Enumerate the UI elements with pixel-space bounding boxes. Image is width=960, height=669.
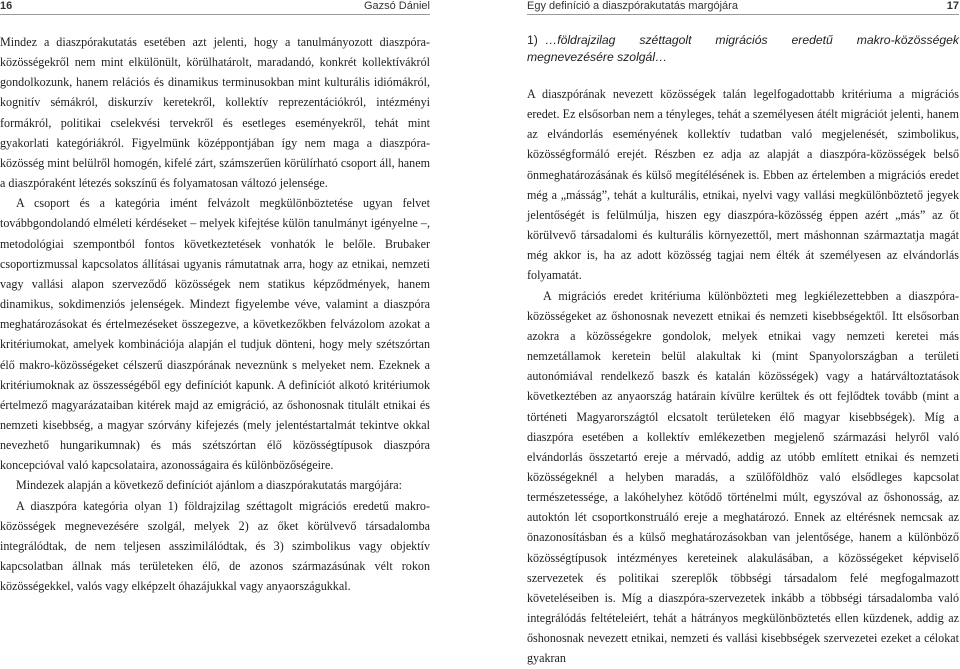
running-head: Egy definíció a diaszpórakutatás margójára	[527, 0, 738, 12]
right-column	[527, 32, 959, 669]
paragraph: Mindezek alapján a következő definíciót ajánlom a diaszpórakutatás margójára:	[16, 478, 402, 493]
header-rule	[0, 14, 430, 15]
page-number: 16	[0, 0, 13, 12]
header-rule	[527, 14, 959, 15]
paragraph: A diaszpórának nevezett közösségek talán legelfogadottabb kritériuma a migrációs eredet. Ez elsősorban nem a tényleges, tehát a személyesen átélt migrációt jelenti, hanem az elvándorlás eseményének kollektív tudatban való megjelenését, szimbolikus, közösségformáló erejét. Részben ez adja az alapját a diaszpóra-közösségek belső önmeghatározásának és külső megítélésének is. Ebben az értelemben a migrációs eredet még a „másság”, tehát a kulturális, etnikai, nyelvi vagy vallási megkülönböztető jegyek jelentőségét is felülmúlja, hiszen egy diaszpóra-közösség éppen azért „más” az őt körülvevő társadalomi és kulturális környezettől, mert máshonnan származtatja magát még akkor is, ha az adott közösség tagjai nem élték át személyesen az elvándorlás folyamatát.	[527, 87, 959, 283]
paragraph: Mindez a diaszpórakutatás esetében azt jelenti, hogy a tanulmányozott diaszpóra-közösségekről nem mint elkülönült, körülhatárolt, maradandó, konkrét kollektívákról gondolkozunk, hanem relációs és dinamikus terminusokban mint kulturális idiómákról, kognitív sémákról, diskurzív keretekről, kollektív reprezentációkról, intézményi formákról, politikai cselekvési tervekről és esetleges eseményekről, tehát mint gyakorlati kategóriákról. Figyelmünk középpontjában így nem maga a diaszpóra-közösség mint belülről homogén, kifelé zárt, számszerűen körülírható csoport áll, hanem a diaszpóraként létezés sokszínű és folyamatosan változó jelensége.	[0, 35, 430, 191]
paragraph: A csoport és a kategória imént felvázolt megkülönböztetése ugyan felvet továbbgondolandó elméleti kérdéseket – melyek kifejtése külön tanulmányt igényelne –, metodológiai szempontból fontos következtetések vonhatók le belőle. Brubaker csoportizmussal kapcsolatos állításai ugyanis rámutatnak arra, hogy az etnikai, nemzeti vagy vallási alapon szerveződő közösségek nem statikus képződmények, hanem dinamikus, sokdimenziós jelenségek. Mindezt figyelembe véve, valamint a diaszpóra meghatározásokat és értelmezéseket összegezve, a következőkben felvázolom azokat a kritériumokat, amelyek kombinációja alapján el tudjuk dönteni, hogy mely szétszórtan élő makro-közösségeket célszerű diaszpórának neveznünk s melyeket nem. Ezeknek a kritériumoknak az összességéből egy definíciót kapunk. A definíciót alkotó kritériumok értelmező magyarázataiban kitérek majd az emigráció, az őshonosnak titulált etnikai és nemzeti kisebbség, a magyar szórvány kifejezés (mely jelentéstartalmát tekintve okkal nevezhető hungarikumnak) és más szétszórtan élő közösségtípusok diaszpóra koncepcióval való kapcsolataira, azonosságaira és különbözőségeire.	[0, 196, 430, 473]
paragraph: A migrációs eredet kritériuma különbözteti meg legkiélezettebben a diaszpóra-közösségeket az őshonosnak nevezett etnikai és nemzeti kisebbségektől. Itt elsősorban azokra a közösségekre gondolok, melyek etnikai vagy nemzeti keretei más nemzetállamok keretein belül alakultak ki (mint Spanyolországban a területi autonómiával rendelkező baszk és katalán közösségek) vagy a határváltoztatások következtében az anyaország határain kívülre kerültek és ott fejlődtek tovább (mint a történeti Magyarországtól elcsatolt területeken élő magyar kisebbségek). Míg a diaszpóra esetében a kollektív emlékezetben megjelenő származási helyről való elvándorlás összetartó ereje a mérvadó, addig az utóbb említett etnikai és nemzeti közösségeknél a helyben maradás, a szülőföldhöz való elsődleges kapcsolat természetessége, a lakóhelyhez kötődő történelmi múlt, egyszóval az őshonosság, az autoktón lét csoportkonstruáló ereje a meghatározó. Ennek az eltérésnek nemcsak az önazonosításban és a külső meghatározásokban van jelentősége, hanem a különböző közösségtípusok intézményes kereteinek alakulásában, a közösségeket képviselő szervezetek és politikai szereplők többségi társadalom felé megfogalmazott követeléseiben is. Míg a diaszpóra-szervezetek inkább a többségi társadalomba való integrálódás feltételeiért, tehát a hátrányos megkülönböztetés ellen küzdenek, addig az őshonosnak nevezett etnikai, nemzeti és vallási kisebbségek szervezetei ezeket a célokat gyakran	[527, 288, 959, 666]
page-number: 17	[946, 0, 959, 12]
left-column	[0, 32, 430, 596]
section-number: 1)	[527, 33, 538, 47]
paragraph: A diaszpóra kategória olyan 1) földrajzilag széttagolt migrációs eredetű makro-közösségek megnevezésére szolgál, melyek 2) az őket körülvevő társadalomba integrálódtak, de nem teljesen asszimilálódtak, és 3) szimbolikus vagy objektív kapcsolatban állnak más területeken élő, de azonos származásúnak vélt rokon közösségekkel, valós vagy elképzelt óhazájukkal vagy anyaországukkal.	[0, 498, 430, 594]
section-heading	[527, 32, 959, 65]
section-title: …földrajzilag széttagolt migrációs eredetű makro-közösségek megnevezésére szolgál…	[527, 33, 959, 64]
running-head: Gazsó Dániel	[363, 0, 430, 12]
